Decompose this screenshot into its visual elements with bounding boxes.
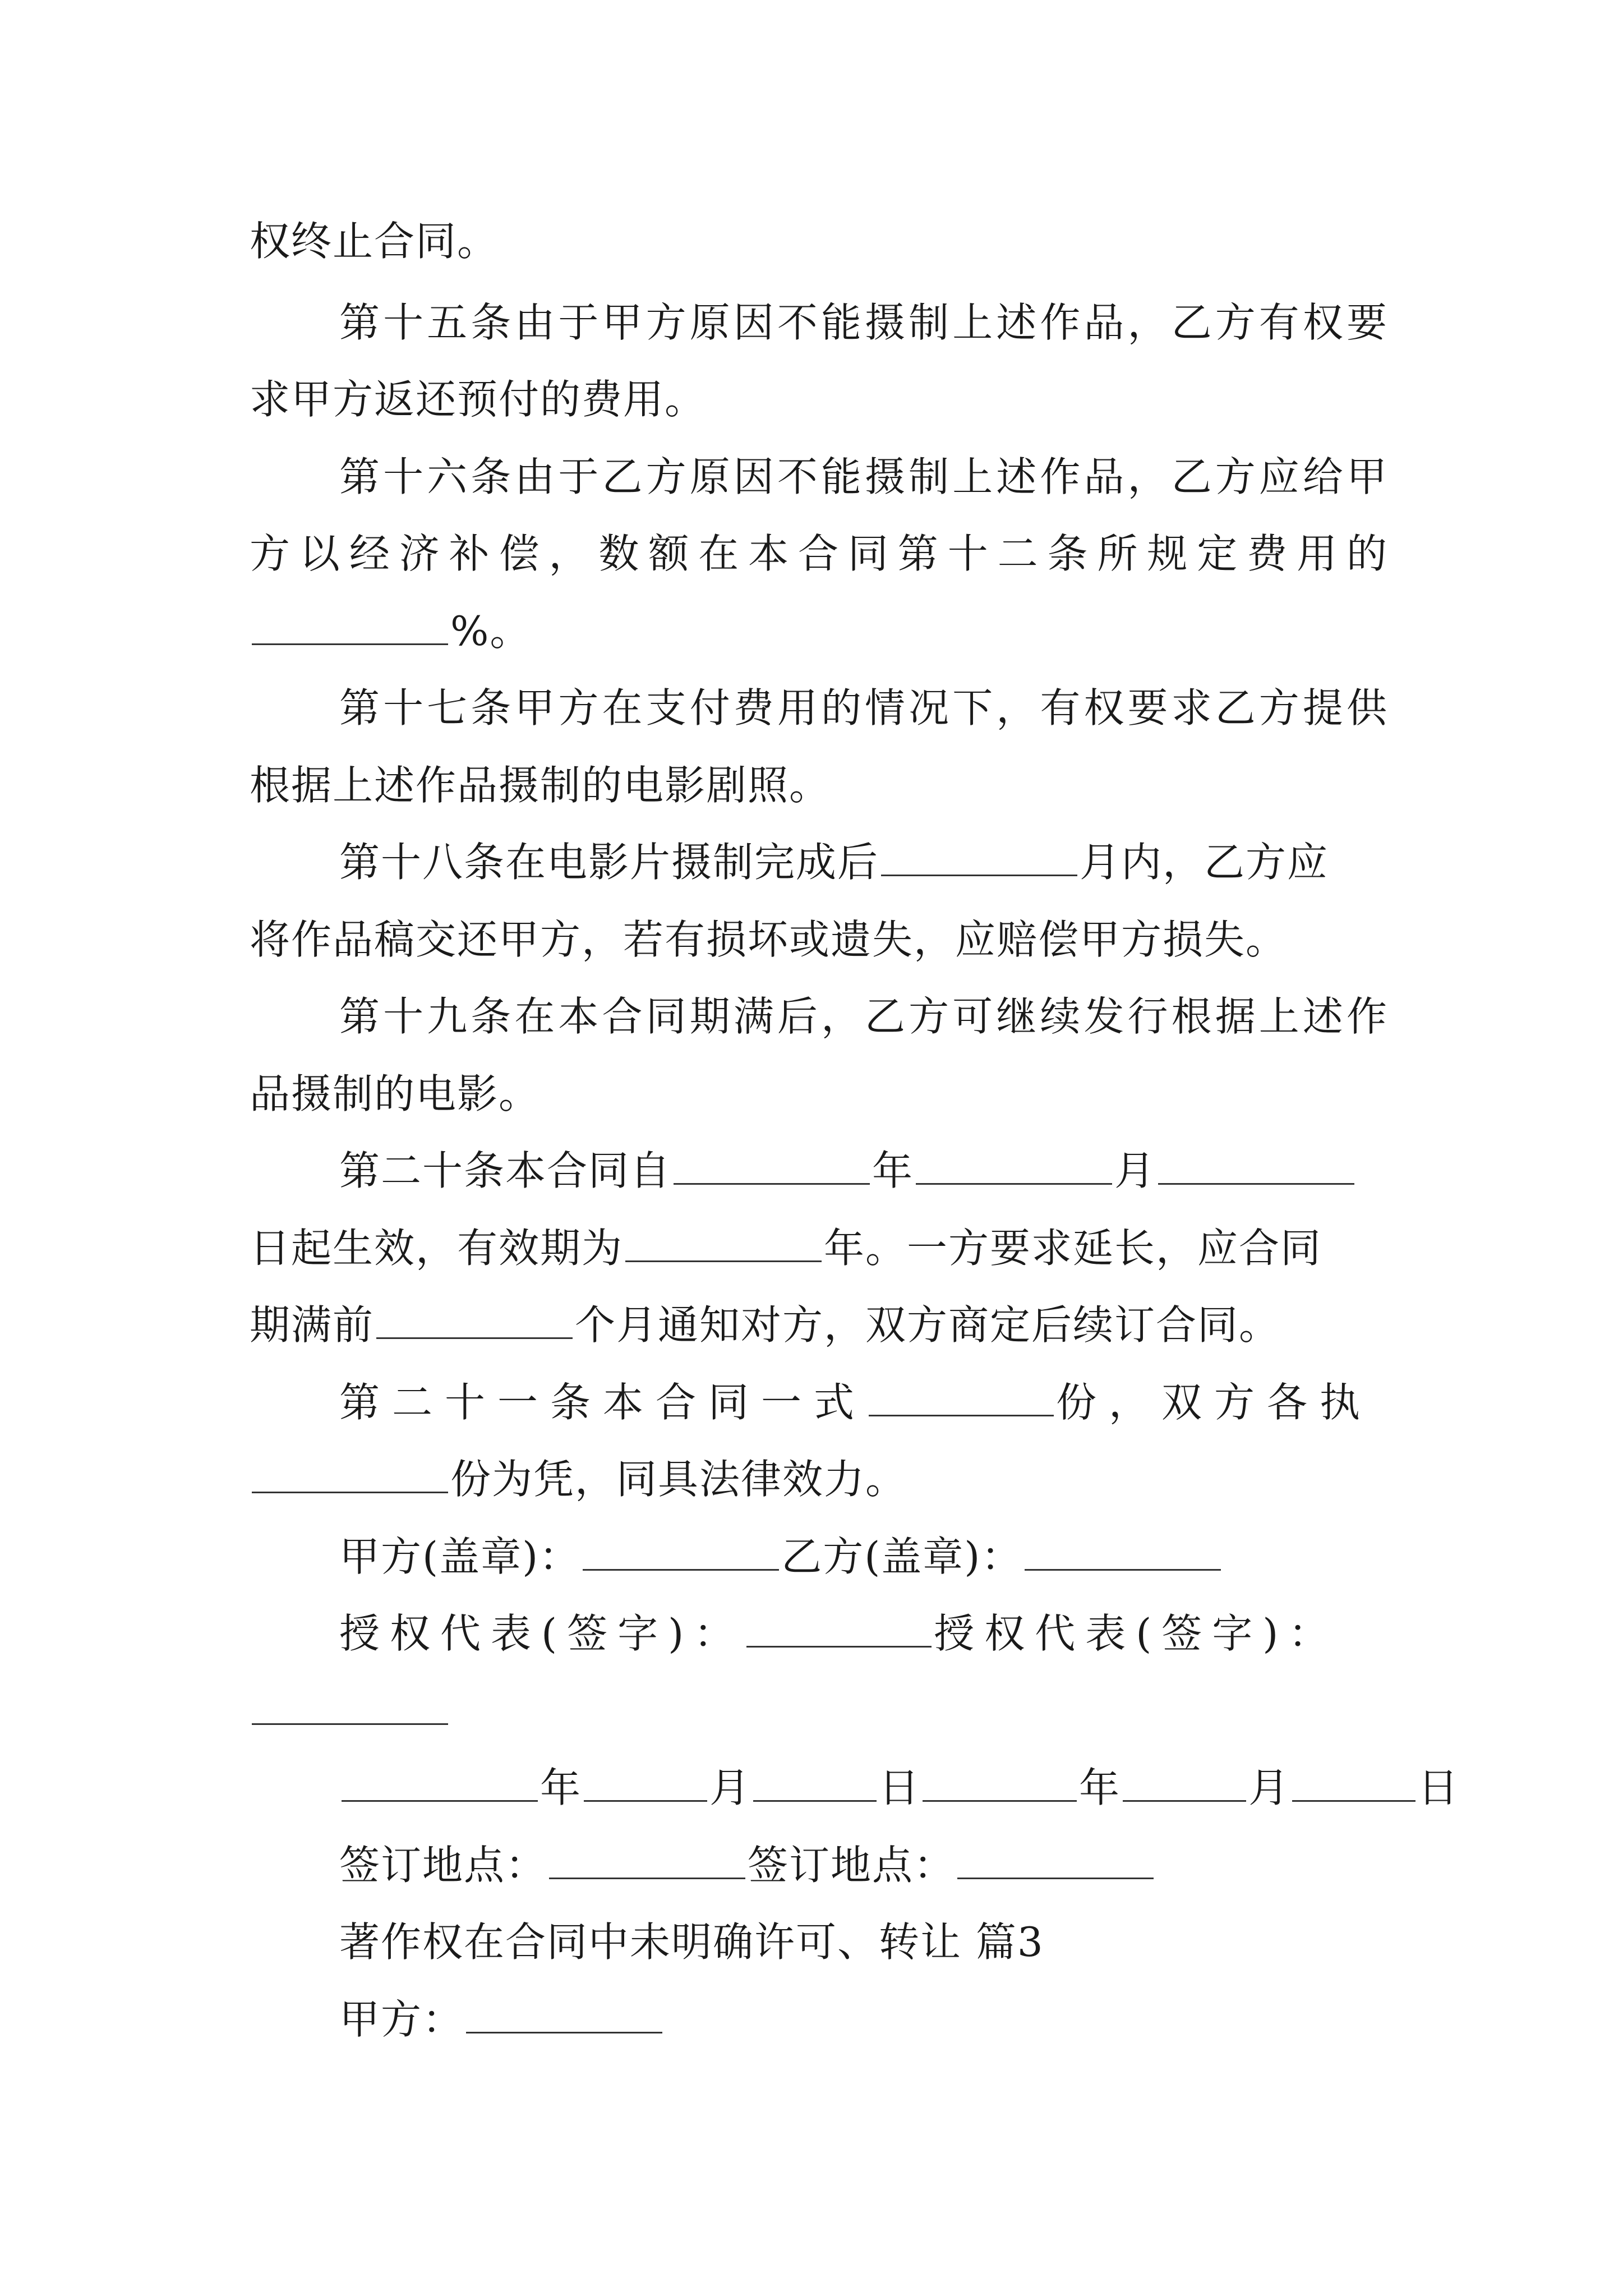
article-16-line-3 — [250, 603, 1388, 659]
blank-field — [1158, 1143, 1354, 1185]
text: 著作权在合同中未明确许可、转让 篇3 — [339, 1918, 1044, 1966]
section-heading — [339, 1914, 1388, 1970]
signing-place-line — [339, 1837, 1388, 1893]
text: 根据上述作品摄制的电影剧照。 — [250, 762, 831, 809]
article-19-line-1 — [339, 988, 1388, 1045]
blank-field — [252, 603, 448, 645]
year-label: 年 — [540, 1764, 582, 1811]
article-16-line-2 — [250, 526, 1388, 582]
text: 权终止合同。 — [250, 218, 499, 265]
party-b-day-field — [1292, 1760, 1415, 1802]
article-20-line-2 — [250, 1220, 1388, 1276]
text: 第十八条在电影片摄制完成后 — [339, 839, 879, 886]
article-21-line-2 — [250, 1451, 1388, 1507]
month-label: 月 — [709, 1764, 751, 1811]
blank-field — [881, 834, 1077, 876]
article-20-line-3 — [250, 1297, 1388, 1353]
text: 方以经济补偿，数额在本合同第十二条所规定费用的 — [250, 530, 1388, 577]
article-18-line-2 — [250, 912, 1388, 968]
text: 第十九条在本合同期满后，乙方可继续发行根据上述作 — [339, 993, 1388, 1040]
party-a-field — [466, 1991, 662, 2033]
party-a-month-field — [584, 1760, 707, 1802]
month-label: 月 — [1248, 1764, 1290, 1811]
date-line — [339, 1760, 1460, 1816]
party-b-seal-field — [1025, 1529, 1221, 1571]
text: 个月通知对方，双方商定后续订合同。 — [575, 1301, 1281, 1349]
representative-line — [339, 1605, 1388, 1662]
text: 年。一方要求延长，应合同 — [824, 1225, 1322, 1272]
party-b-year-field — [923, 1760, 1077, 1802]
party-b-representative-label: 授权代表(签字)： — [934, 1610, 1339, 1657]
party-a-line — [339, 1991, 1388, 2047]
blank-field — [869, 1374, 1054, 1416]
party-a-label: 甲方： — [339, 1996, 464, 2043]
text: 求甲方返还预付的费用。 — [250, 376, 707, 423]
party-a-place-field — [549, 1837, 745, 1879]
text: 第十七条甲方在支付费用的情况下，有权要求乙方提供 — [339, 684, 1388, 731]
party-a-representative-label: 授权代表(签字)： — [339, 1610, 745, 1657]
text: 份为凭，同具法律效力。 — [450, 1456, 907, 1503]
party-b-place-label: 签订地点： — [748, 1842, 956, 1889]
party-b-place-field — [957, 1837, 1154, 1879]
text: 第十五条由于甲方原因不能摄制上述作品，乙方有权要 — [339, 299, 1388, 346]
party-a-place-label: 签订地点： — [339, 1842, 547, 1889]
text: 第二十一条本合同一式 — [339, 1379, 867, 1426]
party-a-year-field — [342, 1760, 538, 1802]
day-label: 日 — [1418, 1764, 1460, 1811]
party-seal-line — [339, 1529, 1388, 1585]
article-15-line-2 — [250, 371, 1388, 427]
article-21-line-1 — [339, 1374, 1388, 1430]
party-a-day-field — [753, 1760, 877, 1802]
article-16-line-1 — [339, 449, 1388, 505]
article-18-line-1 — [339, 834, 1388, 890]
text: %。 — [450, 608, 532, 655]
paragraph-line — [250, 213, 1388, 269]
representative-blank-line — [250, 1683, 1388, 1739]
article-15-line-1 — [339, 295, 1388, 351]
text: 第十六条由于乙方原因不能摄制上述作品，乙方应给甲 — [339, 453, 1388, 500]
text: 将作品稿交还甲方，若有损坏或遗失，应赔偿甲方损失。 — [250, 916, 1288, 963]
year-label: 年 — [1079, 1764, 1121, 1811]
blank-field — [916, 1143, 1112, 1185]
blank-field — [252, 1451, 448, 1493]
party-b-representative-field — [252, 1683, 448, 1725]
day-label: 日 — [879, 1764, 921, 1811]
party-a-seal-field — [583, 1529, 779, 1571]
text: 品摄制的电影。 — [250, 1070, 541, 1117]
article-17-line-2 — [250, 757, 1388, 813]
text: 第二十条本合同自 — [339, 1147, 672, 1194]
party-a-seal-label: 甲方(盖章)： — [339, 1533, 581, 1580]
blank-field — [625, 1220, 822, 1262]
blank-field — [674, 1143, 870, 1185]
article-17-line-1 — [339, 680, 1388, 736]
party-b-month-field — [1123, 1760, 1246, 1802]
text: 月 — [1114, 1147, 1156, 1194]
text: 份，双方各执 — [1056, 1379, 1373, 1426]
text: 日起生效，有效期为 — [250, 1225, 624, 1272]
text: 月内，乙方应 — [1080, 839, 1329, 886]
blank-field — [376, 1297, 573, 1339]
text: 期满前 — [250, 1301, 375, 1349]
text: 年 — [872, 1147, 914, 1194]
party-b-seal-label: 乙方(盖章)： — [781, 1533, 1023, 1580]
article-19-line-2 — [250, 1066, 1388, 1122]
party-a-representative-field — [746, 1605, 932, 1648]
article-20-line-1 — [339, 1143, 1388, 1199]
